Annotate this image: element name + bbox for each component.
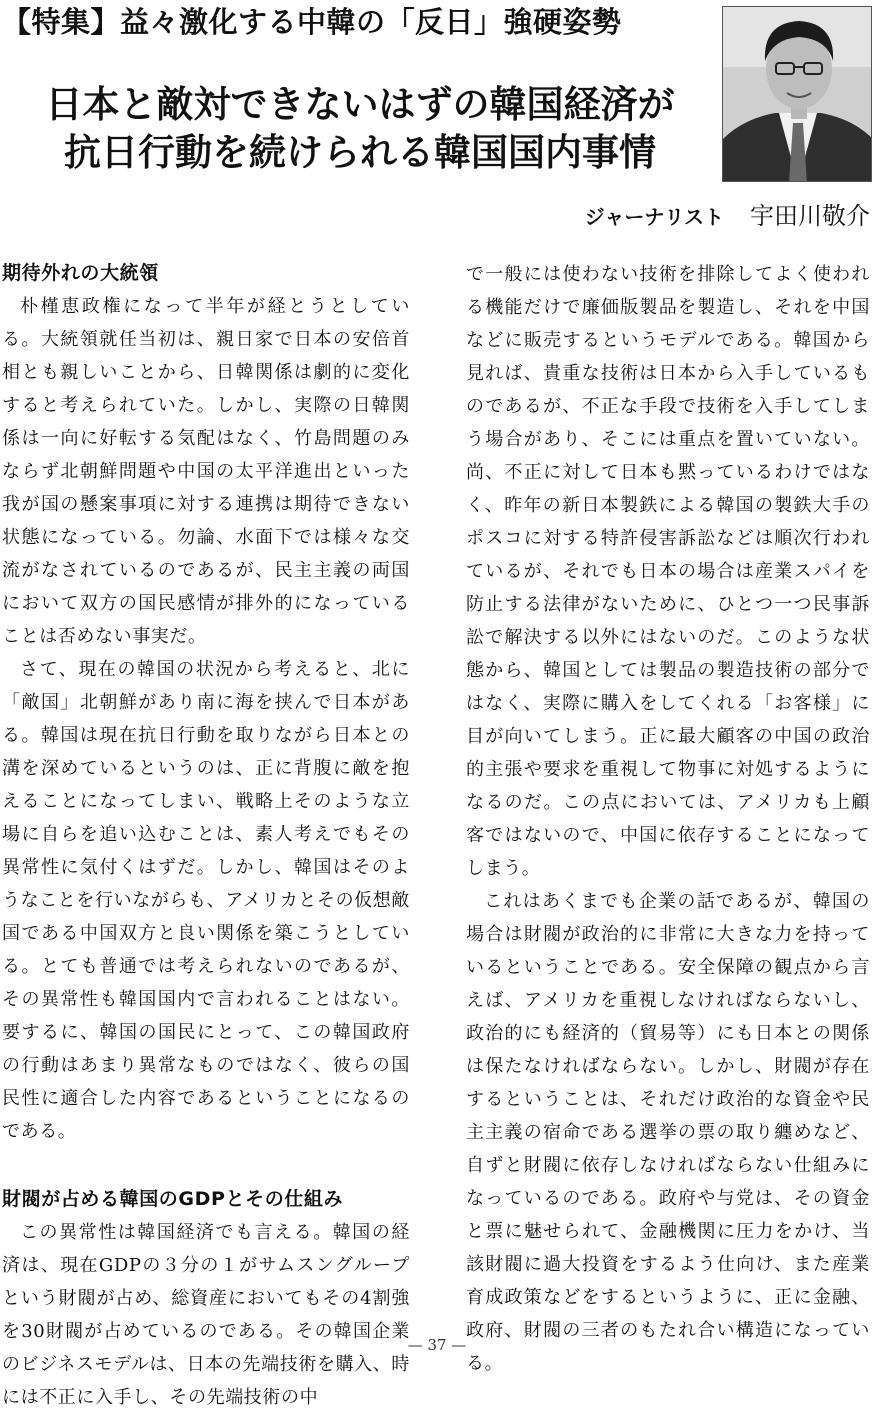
author-name: 宇田川敬介 (750, 202, 870, 230)
author-photo (722, 6, 872, 182)
article-title-line-1: 日本と敵対できないはずの韓国経済が (45, 82, 675, 126)
paragraph: この異常性は韓国経済でも言える。韓国の経済は、現在GDPの３分の１がサムスングループという財閥が占め、総資産においてもその4割強を30財閥が占めているのである。その韓国企業のビジネスモデルは、日本の先端技術を購入、時には不正に入手し、その先端技術の中 (2, 1222, 410, 1408)
page-number: — 37 — (407, 1336, 467, 1354)
author-byline (585, 196, 870, 231)
section-heading: 期待外れの大統領 (2, 262, 159, 284)
paragraph: これはあくまでも企業の話であるが、韓国の場合は財閥が政治的に非常に大きな力を持っているということである。安全保障の観点から言えば、アメリカを重視しなければならないし、政治的にも経済的（貿易等）にも日本との関係は保たなければならない。しかし、財閥が存在するということは、それだけ政治的な資金や民主主義の宿命である選挙の票の取り纏めなど、自ずと財閥に依存しなければならない仕組みになっているのである。政府や与党は、その資金と票に魅せられて、金融機関に圧力をかけ、当該財閥に過大投資をするよう仕向け、また産業育成政策などをするというように、正に金融、政府、財閥の三者のもたれ合い構造になっている。 (466, 891, 870, 1374)
article-title (40, 80, 680, 176)
article-column-left (2, 256, 410, 1414)
paragraph: で一般には使わない技術を排除してよく使われる機能だけで廉価版製品を製造し、それを中国などに販売するというモデルである。韓国から見れば、貴重な技術は日本から入手しているものであるが、不正な手段で技術を入手してしまう場合があり、そこには重点を置いていない。尚、不正に対して日本も黙っているわけではなく、昨年の新日本製鉄による韓国の製鉄大手のポスコに対する特許侵害訴訟などは順次行われているが、それでも日本の場合は産業スパイを防止する法律がないために、ひとつ一つ民事訴訟で解決する以外にはないのだ。このような状態から、韓国としては製品の製造技術の部分ではなく、実際に購入をしてくれる「お客様」に目が向いてしまう。正に最大顧客の中国の政治的主張や要求を重視して物事に対処するようになるのだ。この点においては、アメリカも上顧客ではないので、中国に依存することになってしまう。 (466, 264, 870, 879)
section-heading: 財閥が占める韓国のGDPとその仕組み (2, 1188, 344, 1210)
series-title: 【特集】益々激化する中韓の「反日」強硬姿勢 (2, 5, 622, 39)
article-column-right (466, 258, 870, 1380)
article-title-line-2: 抗日行動を続けられる韓国国内事情 (64, 130, 656, 174)
paragraph: 朴槿恵政権になって半年が経とうとしている。大統領就任当初は、親日家で日本の安倍首相とも親しいことから、日韓関係は劇的に変化すると考えられていた。しかし、実際の日韓関係は一向に好転する気配はなく、竹島問題のみならず北朝鮮問題や中国の太平洋進出といった我が国の懸案事項に対する連携は期待できない状態になっている。勿論、水面下では様々な交流がなされているのであるが、民主主義の両国において双方の国民感情が排外的になっていることは否めない事実だ。 (2, 296, 410, 647)
paragraph: さて、現在の韓国の状況から考えると、北に「敵国」北朝鮮があり南に海を挟んで日本がある。韓国は現在抗日行動を取りながら日本との溝を深めているというのは、正に背腹に敵を抱えることになってしまい、戦略上そのような立場に自らを追い込むことは、素人考えでもその異常性に気付くはずだ。しかし、韓国はそのようなことを行いながらも、アメリカとその仮想敵国である中国双方と良い関係を築こうとしている。とても普通では考えられないのであるが、その異常性も韓国国内で言われることはない。要するに、韓国の国民にとって、この韓国政府の行動はあまり異常なものではなく、彼らの国民性に適合した内容であるということになるのである。 (2, 659, 410, 1142)
author-role: ジャーナリスト (584, 205, 724, 229)
